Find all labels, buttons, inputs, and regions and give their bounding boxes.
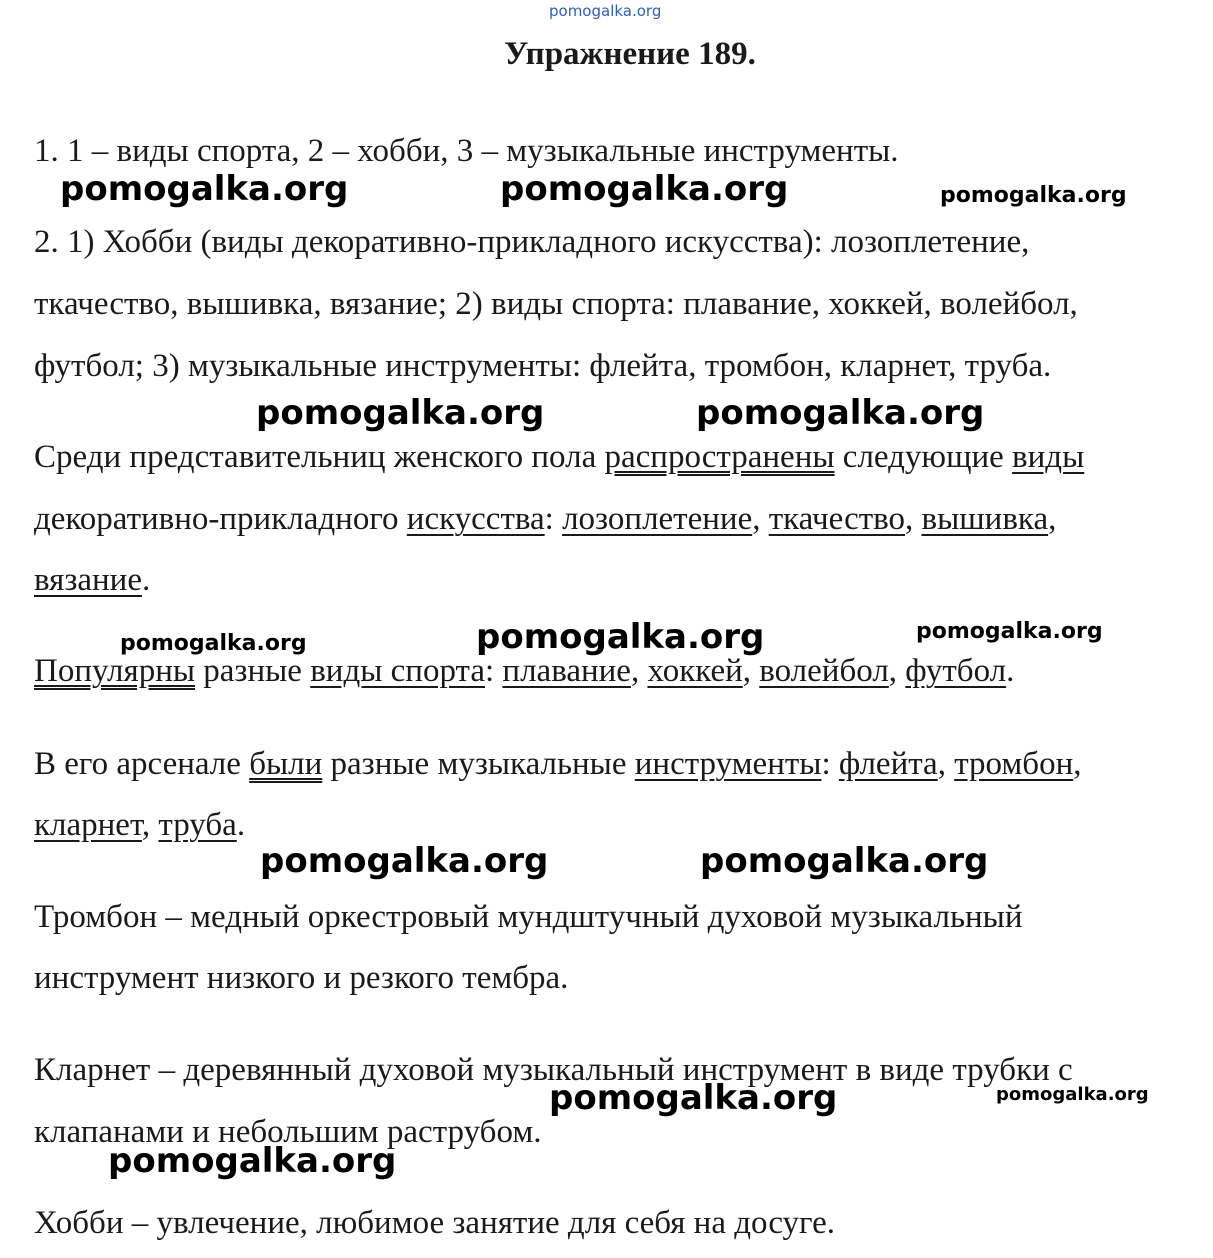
colon: : bbox=[485, 653, 503, 689]
colon: : bbox=[821, 746, 839, 782]
watermark: pomogalka.org bbox=[108, 1141, 397, 1181]
predicate: Популярны bbox=[34, 653, 196, 689]
homogeneous-member: плавание bbox=[502, 653, 631, 689]
definition-trombone-line-1: Тромбон – медный оркестровый мундштучный духовой музыкальный bbox=[34, 899, 1023, 935]
definition-clarinet-line-2: клапанами и небольшим раструбом. bbox=[34, 1114, 542, 1150]
watermark: pomogalka.org bbox=[940, 183, 1127, 208]
period: . bbox=[236, 807, 246, 843]
sentence-1-line-2 bbox=[34, 499, 1056, 539]
homogeneous-member: тромбон bbox=[954, 746, 1074, 782]
definition-hobby: Хобби – увлечение, любимое занятие для себя на досуге. bbox=[34, 1205, 836, 1241]
watermark: pomogalka.org bbox=[996, 1084, 1149, 1105]
text: разные bbox=[195, 653, 311, 689]
watermark: pomogalka.org bbox=[60, 169, 349, 209]
watermark: pomogalka.org bbox=[549, 1078, 838, 1118]
homogeneous-member: хоккей bbox=[647, 653, 743, 689]
sentence-1-line-1 bbox=[34, 437, 1084, 477]
predicate: распространены bbox=[604, 439, 835, 475]
sentence-3-line-1 bbox=[34, 744, 1081, 784]
text: декоративно-прикладного bbox=[34, 501, 407, 537]
watermark: pomogalka.org bbox=[696, 393, 985, 433]
comma: , bbox=[937, 746, 955, 782]
subject: виды спорта bbox=[310, 653, 485, 689]
sentence-2 bbox=[34, 651, 1014, 691]
answer-1: 1. 1 – виды спорта, 2 – хобби, 3 – музыкальные инструменты. bbox=[34, 133, 899, 169]
text: В его арсенале bbox=[34, 746, 250, 782]
homogeneous-member: вязание bbox=[34, 562, 142, 598]
page-title: Упражнение 189. bbox=[504, 36, 756, 72]
watermark: pomogalka.org bbox=[916, 619, 1103, 644]
definition-clarinet-line-1: Кларнет – деревянный духовой музыкальный инструмент в виде трубки с bbox=[34, 1052, 1073, 1088]
period: . bbox=[141, 562, 151, 598]
comma: , bbox=[888, 653, 906, 689]
sentence-3-line-2 bbox=[34, 805, 245, 845]
comma: , bbox=[1073, 746, 1082, 782]
colon: : bbox=[544, 501, 563, 537]
text: Среди представительниц женского пола bbox=[34, 439, 605, 475]
subject: виды bbox=[1012, 439, 1085, 475]
watermark: pomogalka.org bbox=[256, 393, 545, 433]
sentence-1-line-3 bbox=[34, 560, 150, 600]
watermark: pomogalka.org bbox=[120, 631, 307, 656]
homogeneous-member: кларнет bbox=[34, 807, 142, 843]
homogeneous-member: флейта bbox=[838, 746, 938, 782]
text: следующие bbox=[834, 439, 1013, 475]
answer-2-line-2: ткачество, вышивка, вязание; 2) виды спорта: плавание, хоккей, волейбол, bbox=[34, 286, 1078, 322]
text: разные музыкальные bbox=[322, 746, 635, 782]
comma: , bbox=[905, 501, 922, 537]
watermark: pomogalka.org bbox=[700, 841, 989, 881]
homogeneous-member: футбол bbox=[905, 653, 1007, 689]
watermark-top: pomogalka.org bbox=[549, 2, 662, 20]
homogeneous-member: лозоплетение bbox=[562, 501, 753, 537]
comma: , bbox=[752, 501, 769, 537]
predicate: были bbox=[249, 746, 323, 782]
answer-2-line-3: футбол; 3) музыкальные инструменты: флейта, тромбон, кларнет, труба. bbox=[34, 348, 1052, 384]
comma: , bbox=[141, 807, 159, 843]
homogeneous-member: труба bbox=[158, 807, 237, 843]
comma: , bbox=[630, 653, 648, 689]
definition-trombone-line-2: инструмент низкого и резкого тембра. bbox=[34, 960, 569, 996]
comma: , bbox=[742, 653, 760, 689]
homogeneous-member: ткачество bbox=[768, 501, 905, 537]
subject: инструменты bbox=[634, 746, 822, 782]
watermark: pomogalka.org bbox=[476, 617, 765, 657]
homogeneous-member: вышивка bbox=[921, 501, 1049, 537]
answer-2-line-1: 2. 1) Хобби (виды декоративно-прикладного искусства): лозоплетение, bbox=[34, 224, 1030, 260]
period: . bbox=[1006, 653, 1015, 689]
homogeneous-member: волейбол bbox=[759, 653, 889, 689]
comma: , bbox=[1048, 501, 1057, 537]
watermark: pomogalka.org bbox=[260, 841, 549, 881]
watermark: pomogalka.org bbox=[500, 169, 789, 209]
object: искусства bbox=[406, 501, 545, 537]
